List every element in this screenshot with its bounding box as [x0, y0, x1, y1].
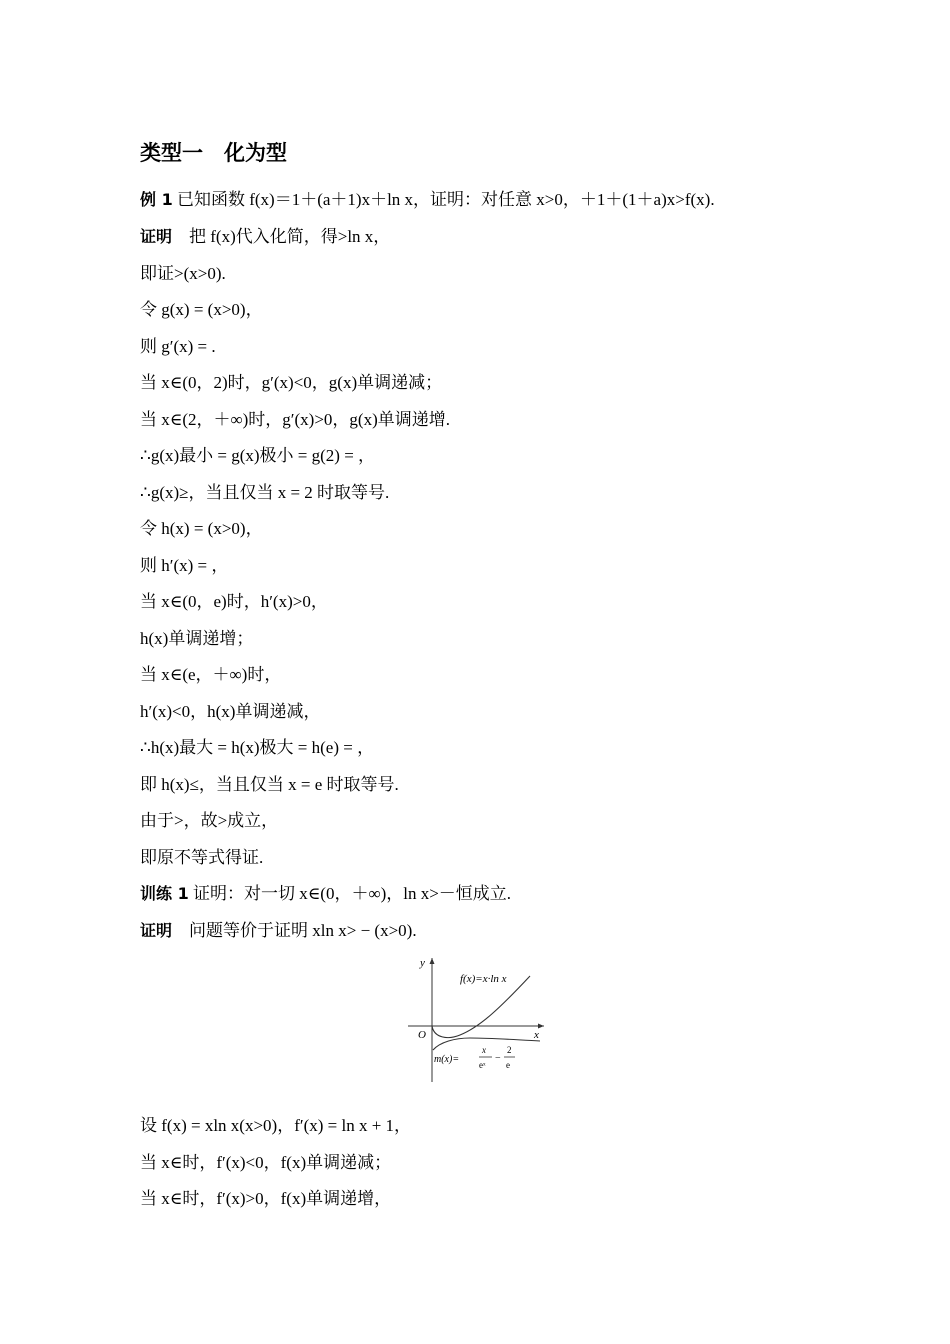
example-1-line	[140, 188, 715, 212]
m-minus-sign: −	[495, 1053, 501, 1064]
proof-1-line-4: 当 x∈(0，2)时，g′(x)<0，g(x)单调递减；	[140, 373, 443, 392]
m-curve-label: m(x)=	[434, 1054, 460, 1065]
training-1-line	[140, 882, 511, 906]
proof-1-line-7: ∴g(x)≥，当且仅当 x = 2 时取等号.	[140, 483, 390, 502]
y-axis-label: y	[420, 957, 425, 969]
proof-1-line-17: 即原不等式得证.	[140, 848, 264, 867]
example-1-text: 已知函数 f(x)＝1＋(a＋1)x＋ln x，证明：对任意 x>0，＋1＋(1＋a)x>f(x).	[172, 190, 715, 209]
proof-1-line-6: ∴g(x)最小 = g(x)极小 = g(2) = ，	[140, 446, 376, 465]
proof-2-line-0: 设 f(x) = xln x(x>0)，f′(x) = ln x + 1，	[140, 1116, 412, 1135]
proof-1-line-9: 则 h′(x) = ，	[140, 556, 229, 575]
section-heading: 类型一 化为型	[140, 141, 287, 165]
proof-1-line-5: 当 x∈(2，＋∞)时，g′(x)>0，g(x)单调递增.	[140, 410, 450, 429]
m-fraction-2-numerator: 2	[507, 1045, 512, 1055]
proof-1-line-12: 当 x∈(e，＋∞)时，	[140, 665, 282, 684]
proof-1-line-16: 由于>，故>成立，	[140, 811, 279, 830]
proof-1-line-14: ∴h(x)最大 = h(x)极大 = h(e) = ，	[140, 738, 375, 757]
proof-2-label: 证明	[140, 921, 173, 940]
m-fraction-2-denominator: e	[506, 1060, 510, 1070]
x-axis-arrow	[538, 1024, 544, 1029]
origin-label: O	[418, 1029, 426, 1041]
y-axis-arrow	[430, 958, 435, 964]
proof-1-line-1: 即证>(x>0).	[140, 264, 226, 283]
function-graph-figure	[400, 950, 550, 1086]
proof-2-line-2: 当 x∈时，f′(x)>0，f(x)单调递增，	[140, 1189, 392, 1208]
proof-1-line-15: 即 h(x)≤，当且仅当 x = e 时取等号.	[140, 775, 399, 794]
m-fraction-1-denominator: eˣ	[479, 1060, 486, 1070]
proof-1-line-13: h′(x)<0，h(x)单调递减，	[140, 702, 321, 721]
proof-2-line-1: 当 x∈时，f′(x)<0，f(x)单调递减；	[140, 1153, 392, 1172]
training-1-text: 证明：对一切 x∈(0，＋∞)，ln x>－恒成立.	[188, 884, 512, 903]
proof-1-line-8: 令 h(x) = (x>0)，	[140, 519, 263, 538]
m-fraction-1-numerator: x	[482, 1045, 486, 1055]
x-axis-label: x	[534, 1029, 539, 1041]
training-1-label: 训练 1	[140, 884, 189, 903]
proof-1-label: 证明	[140, 227, 173, 246]
f-curve	[432, 976, 530, 1038]
proof-1-line-11: h(x)单调递增；	[140, 629, 254, 648]
example-1-label: 例 1	[140, 190, 173, 209]
f-curve-label: f(x)=x·ln x	[460, 973, 507, 985]
proof-1-line-10: 当 x∈(0，e)时，h′(x)>0，	[140, 592, 328, 611]
proof-2-first-line	[140, 919, 417, 943]
proof-1-first-line	[140, 225, 390, 249]
m-curve	[433, 1038, 540, 1050]
proof-2-first-text: 问题等价于证明 xln x> − (x>0).	[172, 921, 417, 940]
proof-1-line-3: 则 g′(x) = .	[140, 337, 216, 356]
proof-1-line-2: 令 g(x) = (x>0)，	[140, 300, 263, 319]
proof-1-line-0: 把 f(x)代入化简，得>ln x，	[172, 227, 391, 246]
